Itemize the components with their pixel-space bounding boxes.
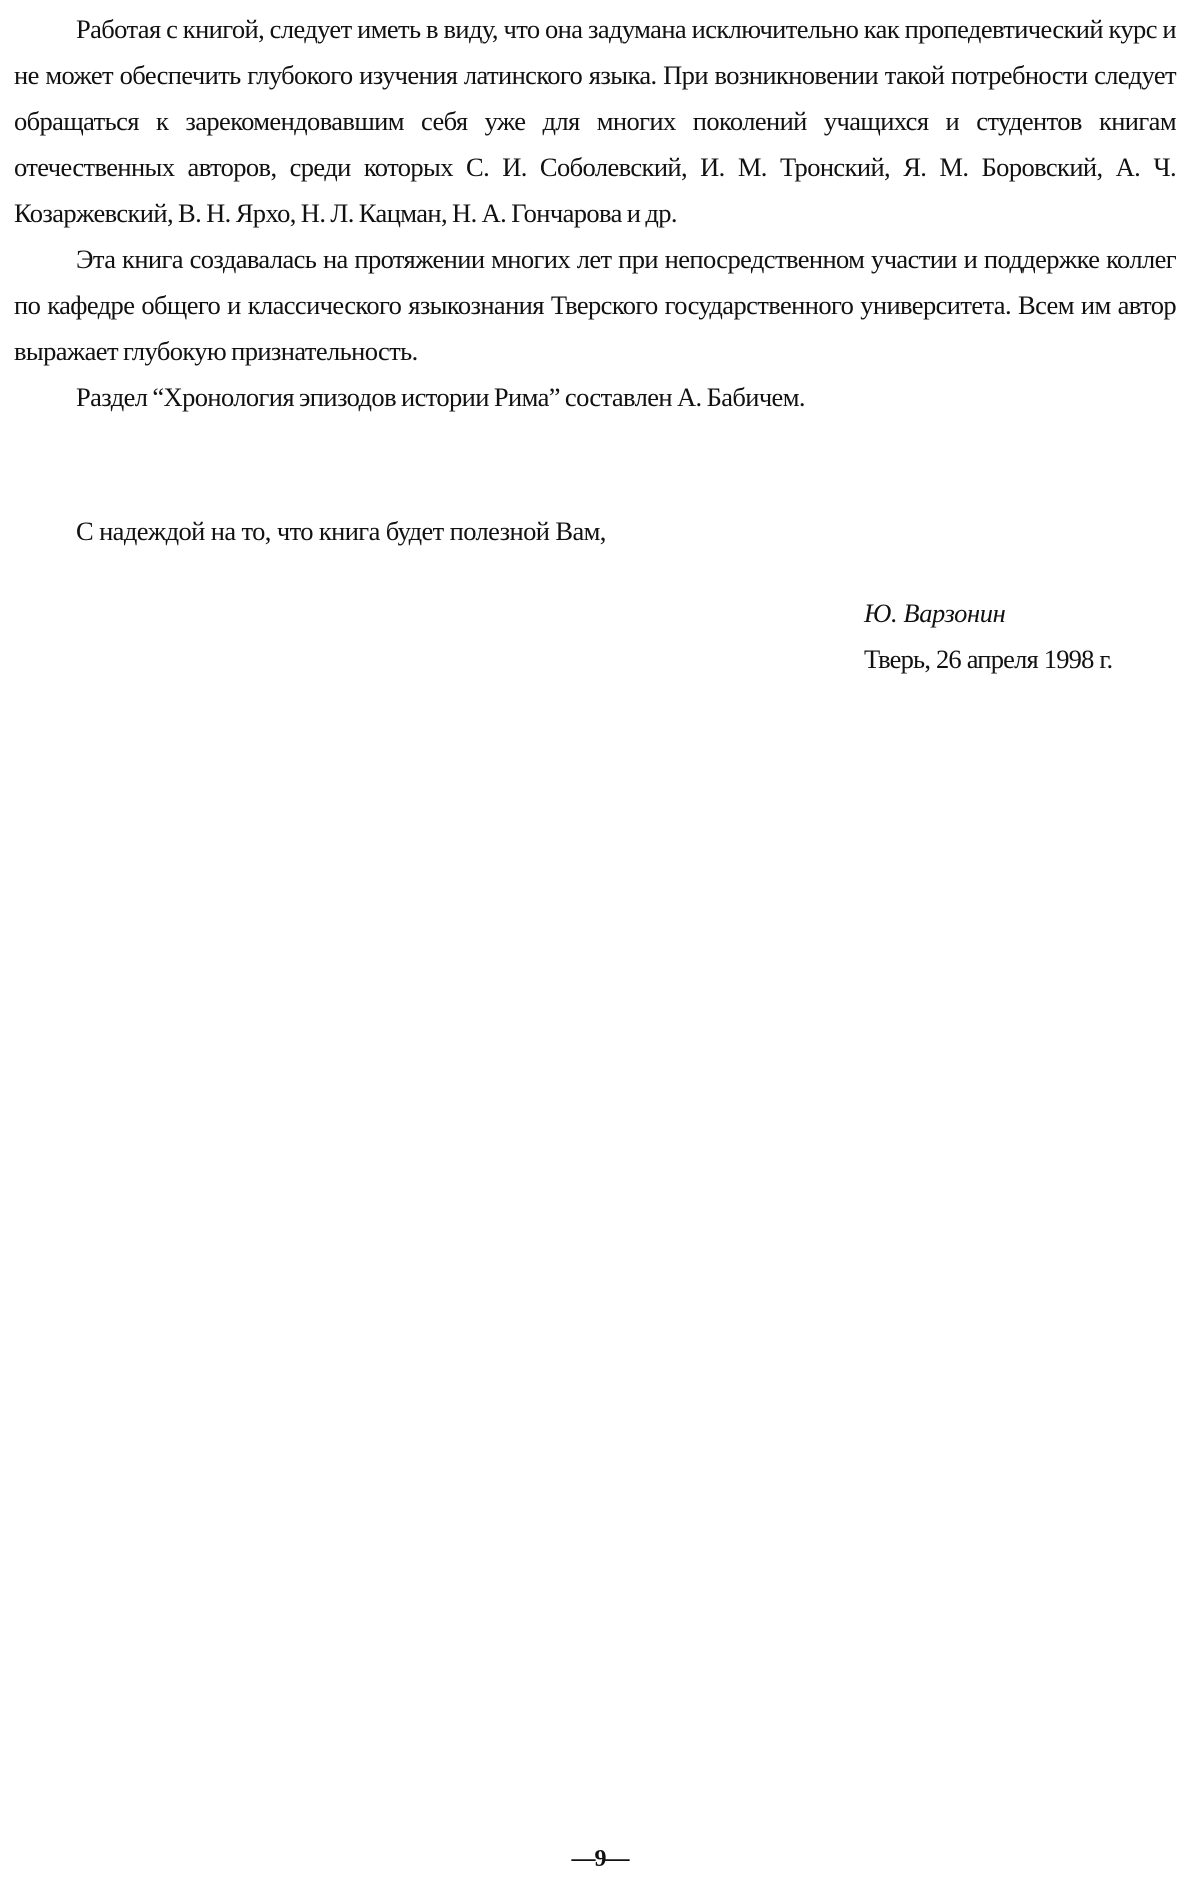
- paragraph-1: Работая с книгой, следует иметь в виду, что она задумана исключительно как пропедевтический курс и не может обеспечить глубокого изучения латинского языка. При возникновении такой потребности следует обращаться к зарекомендовавшим себя уже для многих поколений учащихся и студентов книгам отечественных авторов, среди которых С. И. Соболевский, И. М. Тронский, Я. М. Боровский, А. Ч. Козаржевский, В. Н. Ярхо, Н. Л. Кацман, Н. А. Гончарова и др.: [14, 14, 1176, 228]
- author-signature: Ю. Варзонин: [864, 598, 1006, 628]
- body-text: [14, 6, 1176, 420]
- page-number: —9—: [571, 1846, 629, 1872]
- place-and-date: Тверь, 26 апреля 1998 г.: [864, 644, 1113, 674]
- paragraph-2: Эта книга создавалась на протяжении многих лет при непосредственном участии и поддержке коллег по кафедре общего и классического языкознания Тверского государственного университета. Всем им автор выражает глубокую признательность.: [14, 244, 1176, 366]
- paragraph-3: Раздел “Хронология эпизодов истории Рима” составлен А. Бабичем.: [76, 382, 805, 412]
- closing-line: С надеждой на то, что книга будет полезной Вам,: [76, 516, 606, 546]
